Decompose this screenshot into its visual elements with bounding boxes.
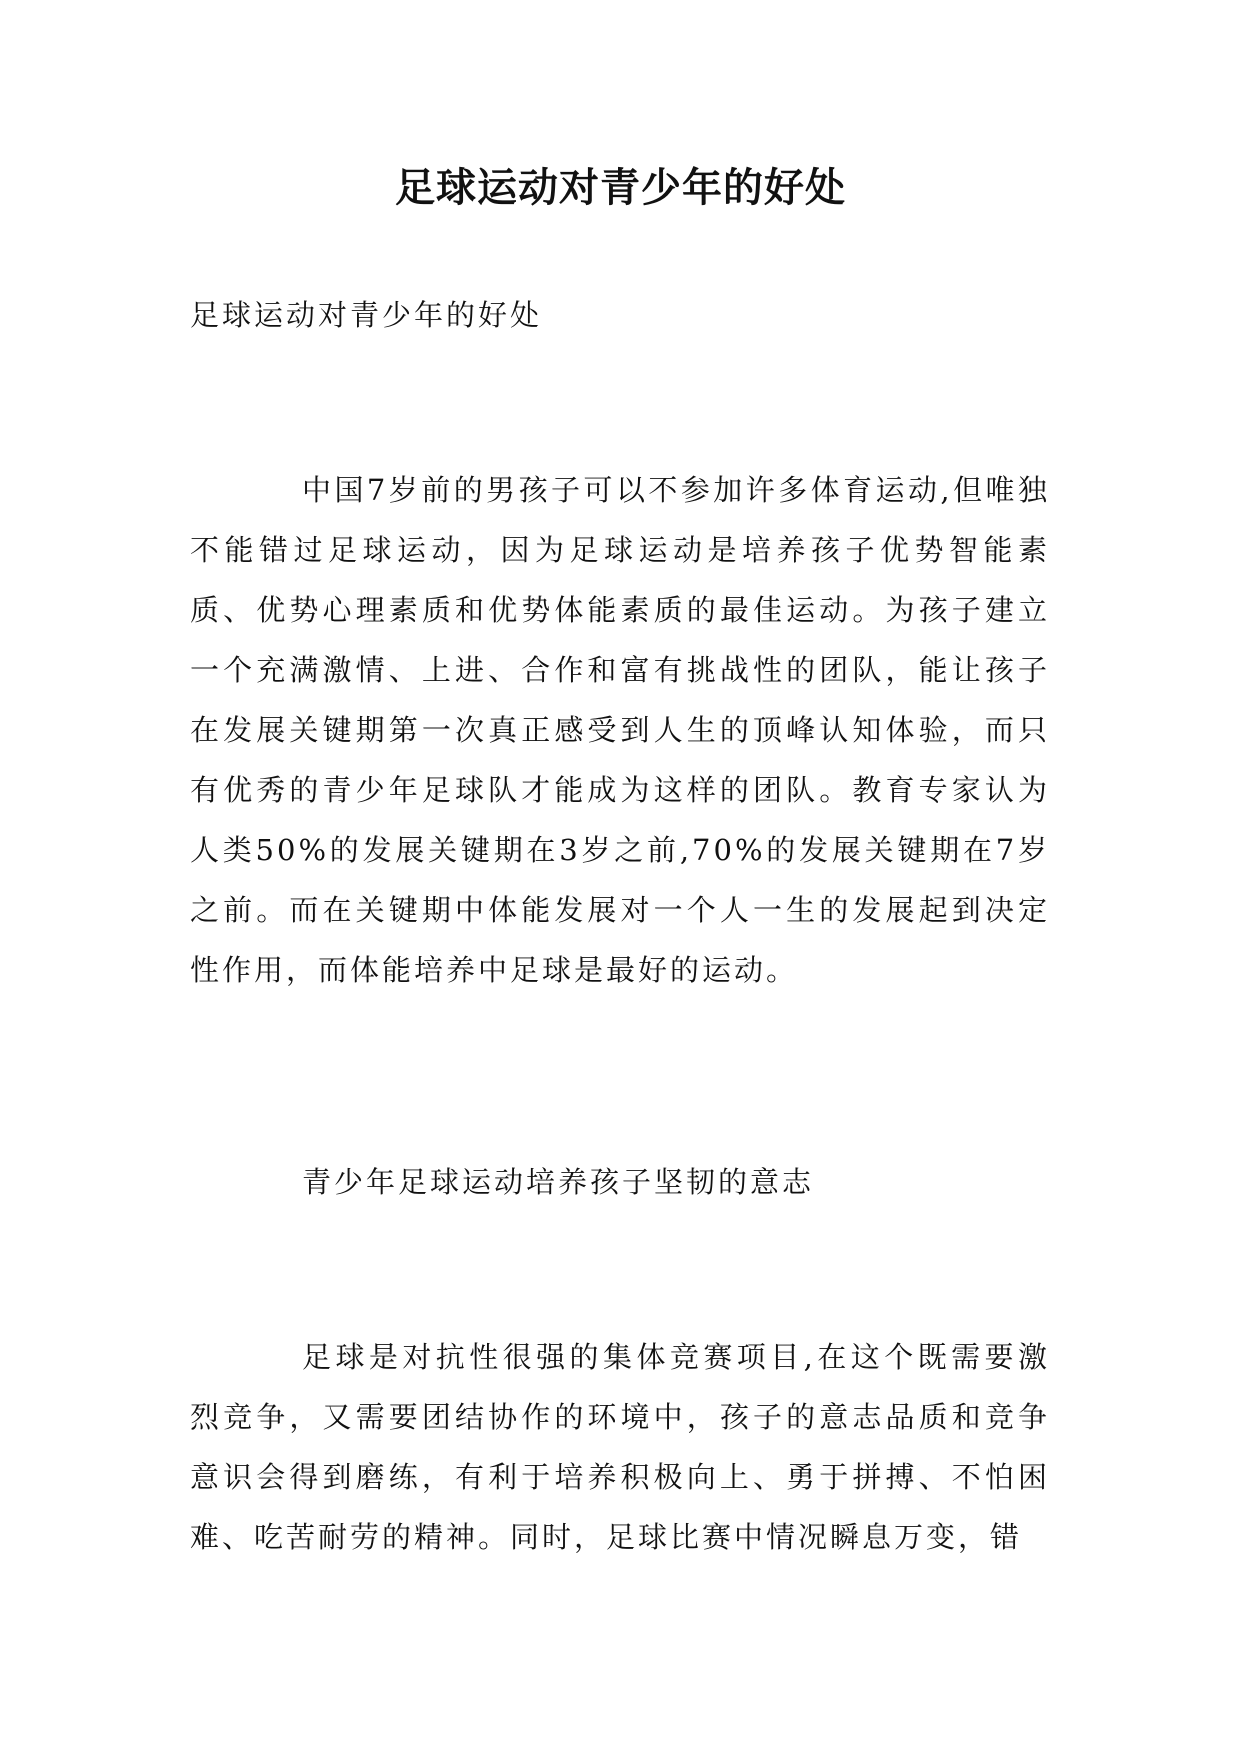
document-subtitle: 足球运动对青少年的好处 bbox=[190, 298, 543, 332]
paragraph-willpower: 足球是对抗性很强的集体竞赛项目,在这个既需要激烈竞争，又需要团结协作的环境中，孩子的意志品质和竞争意识会得到磨练，有利于培养积极向上、勇于拼搏、不怕困难、吃苦耐劳的精神。同时，足球比赛中情况瞬息万变，错 bbox=[190, 1340, 1050, 1554]
section-heading: 青少年足球运动培养孩子坚韧的意志 bbox=[302, 1165, 815, 1199]
document-title: 足球运动对青少年的好处 bbox=[395, 164, 846, 211]
paragraph-intro: 中国7岁前的男孩子可以不参加许多体育运动,但唯独不能错过足球运动，因为足球运动是培养孩子优势智能素质、优势心理素质和优势体能素质的最佳运动。为孩子建立一个充满激情、上进、合作和富有挑战性的团队，能让孩子在发展关键期第一次真正感受到人生的顶峰认知体验，而只有优秀的青少年足球队才能成为这样的团队。教育专家认为人类50%的发展关键期在3岁之前,70%的发展关键期在7岁之前。而在关键期中体能发展对一个人一生的发展起到决定性作用，而体能培养中足球是最好的运动。 bbox=[190, 473, 1050, 987]
